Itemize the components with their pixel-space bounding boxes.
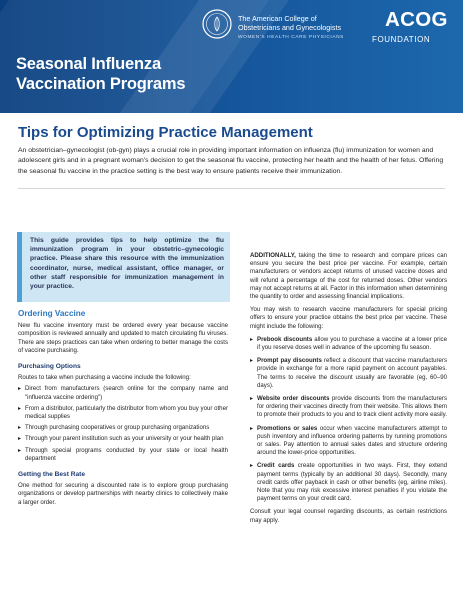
- right-column: [250, 252, 447, 530]
- additionally-text: taking the time to research and compare prices can ensure you secure the best price per vaccine. For example, certain manufacturers or vendors accept returns of unused vaccine doses and will refund a percentage of the cost for returned doses. Other vendors may not accept returns at all. Factor in this information when determining the quantity to order and assessing financial implications.: [250, 252, 447, 301]
- best-rate-text: One method for securing a discounted rate is to explore group purchasing organizations or develop partnerships with nearby clinics to collectively make a larger order.: [18, 482, 228, 506]
- list-item: [250, 357, 447, 390]
- item-lead: Prebook discounts: [257, 335, 313, 343]
- item-text: allow you to purchase a vaccine at a lower price if you reserve doses well in advance of the upcoming flu season.: [257, 335, 447, 352]
- foundation-label: FOUNDATION: [372, 35, 431, 44]
- additionally-lead: ADDITIONALLY,: [250, 252, 296, 259]
- item-text: provide discounts from the manufacturers for ordering their vaccines directly from their website. This allows them to promote their products to you and to track client activity more easily.: [257, 395, 447, 419]
- ordering-text: New flu vaccine inventory must be ordered every year because vaccine composition is reviewed annually and updated to match circulating flu viruses. There are steps practices can take when ordering to better manage the costs of vaccine purchasing.: [18, 322, 228, 354]
- item-text: create opportunities in two ways. First, they extend payment terms (typically by an additional 30 days). Secondly, many credit cards offer payback in cash or other benefits (eg, airline miles). Note that you may risk excessive interest penalties if you violate the payment terms on your credit card.: [257, 462, 447, 503]
- ordering-heading: Ordering Vaccine: [18, 309, 86, 318]
- purchasing-intro: Routes to take when purchasing a vaccine include the following:: [18, 374, 191, 382]
- item-text: reflect a discount that vaccine manufacturers provide in exchange for a more rapid payment on account payables. The terms to receive the discount usually are favorable (eg, 60–90 days).: [257, 357, 447, 389]
- left-column: [18, 310, 228, 510]
- item-text: occur when vaccine manufacturers attempt to push inventory and influence ordering patterns by running promotions or sales. Pay attention to annual sales dates and structure ordering around the lower-price opportunities.: [257, 424, 447, 457]
- best-rate-heading: Getting the Best Rate: [18, 471, 86, 479]
- org-tagline: WOMEN'S HEALTH CARE PHYSICIANS: [238, 35, 344, 40]
- intro-paragraph: An obstetrician–gynecologist (ob-gyn) plays a crucial role in providing important information on influenza (flu) immunization for women and adolescent girls and in a pregnant woman's decision to get the seasonal flu vaccine, protecting her health and the health of her fetus. Offering the seasonal flu vaccine in the practice setting is the best way to ensure patients receive their immunization.: [18, 147, 444, 175]
- list-item: ▸ From a distributor, particularly the distributor from whom you buy your other medical supplies: [18, 405, 228, 421]
- pricing-intro: You may wish to research vaccine manufacturers for special pricing offers to ensure your practice obtains the best price per vaccine. These might include the following:: [250, 306, 447, 330]
- divider: [18, 188, 445, 189]
- org-name-line1: The American College of: [238, 14, 317, 23]
- org-name: [238, 14, 388, 42]
- discount-list: [250, 336, 447, 504]
- item-lead: Prompt pay discounts: [257, 357, 322, 365]
- header-banner: [0, 0, 463, 113]
- list-item: ▸ Through purchasing cooperatives or group purchasing organizations: [18, 424, 228, 432]
- acog-seal-icon: [202, 9, 232, 39]
- purchasing-list: [18, 385, 228, 463]
- item-lead: Credit cards: [257, 462, 295, 470]
- item-lead: Website order discounts: [257, 395, 330, 403]
- guide-callout: [17, 232, 230, 302]
- purchasing-heading: Purchasing Options: [18, 363, 81, 371]
- list-item: ▸ Direct from manufacturers (search online for the company name and "influenza vaccine ordering"): [18, 385, 228, 401]
- list-item: [250, 395, 447, 420]
- program-title: Seasonal Influenza Vaccination Programs: [16, 55, 186, 93]
- list-item: [250, 462, 447, 503]
- list-item: ▸ Through your parent institution such as your university or your health plan: [18, 435, 228, 443]
- additionally-paragraph: [250, 252, 447, 301]
- callout-text: This guide provides tips to help optimize the flu immunization program in your obstetric–gynecologic practice. Please share this resource with the immunization coordinator, nurse, medical assistant, office manager, or other staff responsible for immunization management in your practice.: [30, 237, 224, 291]
- list-item: [250, 425, 447, 458]
- item-lead: Promotions or sales: [257, 424, 318, 432]
- list-item: ▸ Through special programs conducted by your state or local health department: [18, 447, 228, 463]
- org-name-line2: Obstetricians and Gynecologists: [238, 23, 342, 32]
- acog-logo: ACOG: [385, 8, 448, 31]
- list-item: [250, 336, 447, 352]
- closing-note: Consult your legal counsel regarding discounts, as certain restrictions may apply.: [250, 508, 447, 524]
- page-title: Tips for Optimizing Practice Management: [18, 124, 313, 141]
